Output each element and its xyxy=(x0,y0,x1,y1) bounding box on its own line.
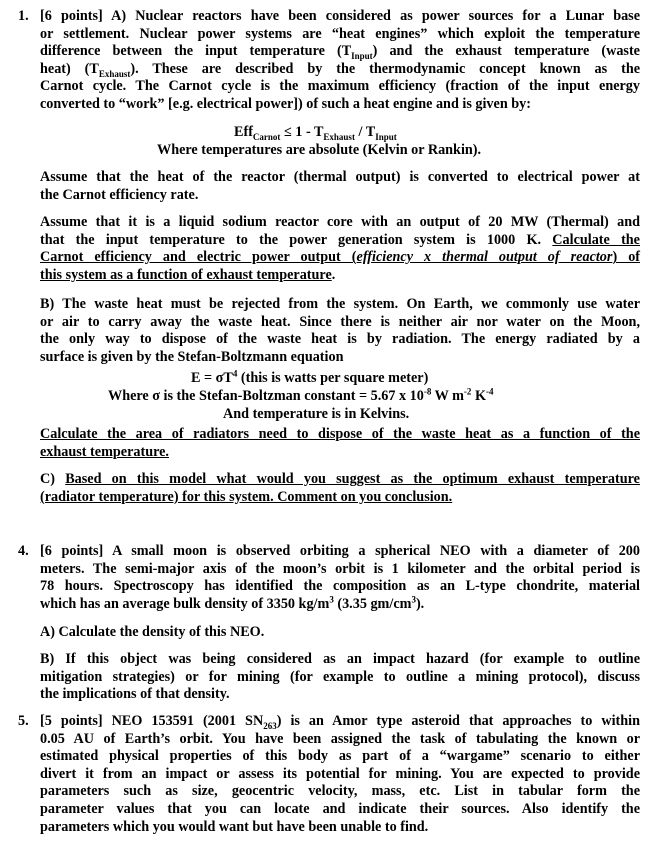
question-4-number: 4. xyxy=(18,543,29,559)
t-input-subscript: Input xyxy=(351,51,373,62)
question-5-number: 5. xyxy=(18,713,29,729)
q1-line-5: Carnot cycle. The Carnot cycle is the maximum efficiency (fraction of the input energy xyxy=(40,78,640,95)
sigma-constant-line: Where σ is the Stefan-Boltzman constant = 5.67 x $10^{-8}$ W $m^{-2}$ $K^{-4}$ xyxy=(108,386,494,404)
assume-reactor-paragraph: Assume that it is a liquid sodium reactor core with an output of 20 MW (Thermal) and that the input temperature to the power generation system is 1000 K. Calculate the Carnot efficiency and electric power output (efficiency x thermal output of reactor) of this system as a function of exhaust temperature. xyxy=(40,214,641,283)
question-1-number: 1. xyxy=(18,8,29,24)
t-exhaust-subscript: Exhaust xyxy=(98,68,131,79)
question-1-intro xyxy=(40,8,640,114)
q1-line-1: [6 points] A) Nuclear reactors have been considered as power sources for a Lunar base xyxy=(40,8,640,24)
question-4-part-a: A) Calculate the density of this NEO. xyxy=(40,624,265,640)
q1-line-3: difference between the input temperature $(T_{Input})$ and the exhaust temperature (waste xyxy=(40,43,640,62)
part-b-radiation-paragraph: B) The waste heat must be rejected from the system. On Earth, we commonly use water or air to carry away the waste heat. Since there is neither air nor water on the Moon, the only way to dispose of the waste heat is by radiation. The energy radiated by a surface is given by the Stefan-Boltzmann equation xyxy=(40,296,640,365)
calculate-area-instruction: Calculate the area of radiators need to dispose of the waste heat as a function of the exhaust temperature. xyxy=(40,426,640,460)
question-5-body: [5 points] NEO 153591 (2001 $SN_{263}$) is an Amor type asteroid that approaches to within 0.05 AU of Earth’s orbit. You have been assigned the task of tabulating the known or estimated physical properties of this body as part of a “wargame” scenario to either divert it from an impact or assess its potential for mining. You are expected to provide parameters such as size, geocentric velocity, mass, etc. List in tabular form the parameter values that you can locate and indicate their sources. Also identify the parameters which you would want but have been unable to find. xyxy=(40,713,640,835)
designation-subscript: 263 xyxy=(263,720,277,731)
question-4-part-b: B) If this object was being considered as an impact hazard (for example to outline mitigation strategies) or for mining (for example to outline a mining protocol), discuss the implications of that density. xyxy=(40,651,640,703)
stefan-boltzmann-equation: $E = \sigma T^4$ (this is watts per square meter) xyxy=(191,368,429,386)
absolute-temperature-note: Where temperatures are absolute (Kelvin or Rankin). xyxy=(157,142,482,158)
q1-line-6: converted to “work” [e.g. electrical power]) of such a heat engine and is given by: xyxy=(40,95,531,112)
question-4-intro: [6 points] A small moon is observed orbiting a spherical NEO with a diameter of 200 meters. The semi-major axis of the moon’s orbit is 1 kilometer and the orbital period is 78 hours. Spectroscopy has identified the composition as an L-type chondrite, material which has an average bulk density of 3350 $kg/m^3$ (3.35 $gm/cm^3$). xyxy=(40,543,640,612)
carnot-formula: $Eff_{Carnot} \le 1 - T_{Exhaust} / T_{Input}$ xyxy=(234,124,397,142)
assume-carnot-paragraph: Assume that the heat of the reactor (thermal output) is converted to electrical power at the Carnot efficiency rate. xyxy=(40,169,640,203)
q1-line-4: heat) $(T_{Exhaust})$. These are described by the thermodynamic concept known as the xyxy=(40,60,641,79)
kelvin-note: And temperature is in Kelvins. xyxy=(223,406,410,422)
part-c-paragraph: C) Based on this model what would you suggest as the optimum exhaust temperature (radiator temperature) for this system. Comment on you conclusion. xyxy=(40,471,640,505)
q1-line-2: or settlement. Nuclear power systems are “heat engines” which exploit the temperature xyxy=(40,25,640,42)
